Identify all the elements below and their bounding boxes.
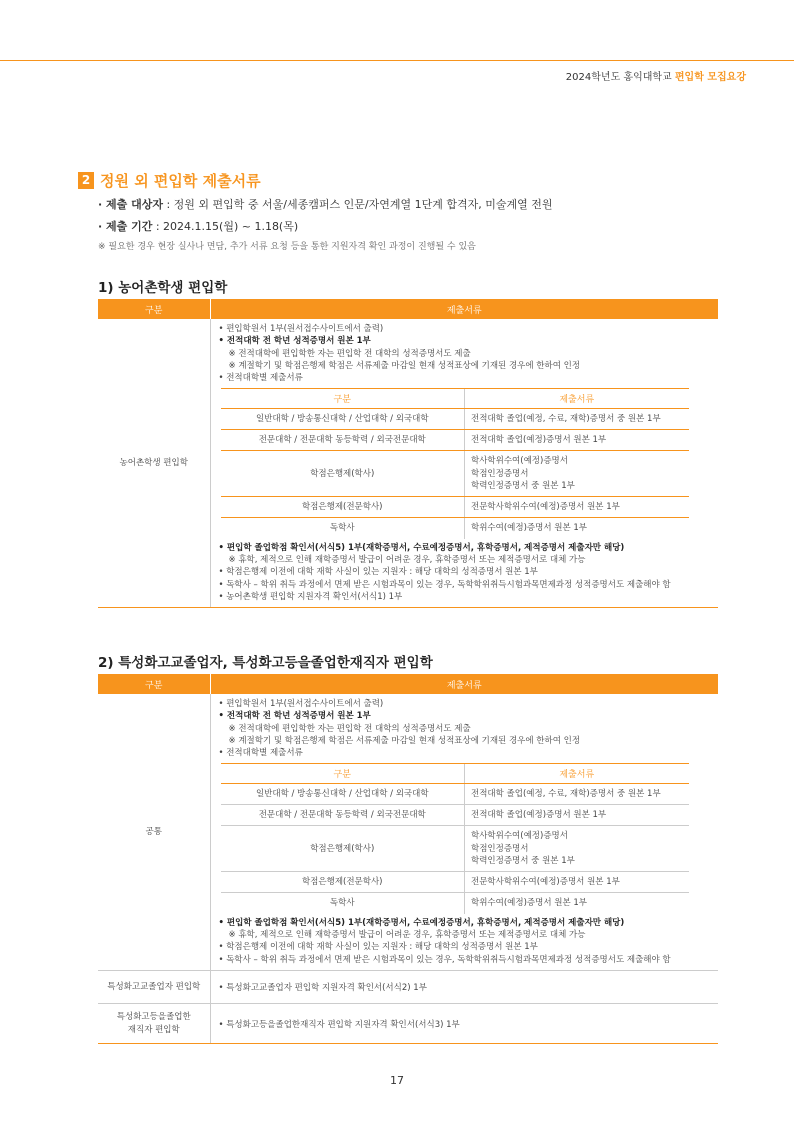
inner-docs [465,408,689,429]
inner-doc-line: 전적대학 졸업(예정)증명서 원본 1부 [471,434,607,445]
employed-doc-cell: • 특성화고등을졸업한재직자 편입학 지원자격 확인서(서식3) 1부 [210,1004,718,1044]
running-header-accent: 편입학 모집요강 [674,72,746,83]
inner-row [221,408,689,429]
inner-row [221,451,689,497]
inner-docs [465,804,689,825]
inner-doc-line: 학력인정증명서 중 원본 1부 [471,855,575,866]
documents-cell [210,319,718,608]
prior-school-docs-table [221,763,689,914]
header-documents: 제출서류 [210,674,718,694]
inner-docs [465,783,689,804]
inner-row [221,872,689,893]
inner-category: 독학사 [329,523,355,534]
target-line: · 제출 대상자 : 정원 외 편입학 중 서울/세종캠퍼스 인문/자연계열 1단계 합격자, 미술계열 전원 [98,198,553,211]
doc-line: ※ 휴학, 제적으로 인해 재학증명서 발급이 어려운 경우, 휴학증명서 또는 제적증명서로 대체 가능 [228,930,586,941]
inner-category: 학점은행제(전문학사) [221,497,465,518]
verification-note: ※ 필요한 경우 현장 실사나 면담, 추가 서류 요청 등을 통한 지원자격 확인 과정이 진행될 수 있음 [98,242,476,252]
category-cell-common: 공통 [98,694,210,971]
inner-category: 학점은행제(학사) [221,451,465,497]
inner-doc-line: 학사학위수여(예정)증명서 [471,456,568,467]
doc-line: • 전적대학별 제출서류 [218,373,303,384]
inner-category: 일반대학 / 방송통신대학 / 산업대학 / 외국대학 [221,783,465,804]
inner-doc-line: 학위수여(예정)증명서 원본 1부 [471,898,587,909]
doc-line: • 학점은행제 이전에 대학 재학 사실이 있는 지원자 : 해당 대학의 성적증명서 원본 1부 [218,567,538,578]
inner-doc-line: 전적대학 졸업(예정)증명서 원본 1부 [471,809,607,820]
doc-list-bottom [219,542,719,591]
section-title [78,170,261,191]
inner-row [221,518,689,539]
inner-row [221,783,689,804]
inner-row [221,429,689,450]
vocational-doc-cell: • 특성화고교졸업자 편입학 지원자격 확인서(서식2) 1부 [210,971,718,1004]
doc-line: • 편입학원서 1부(원서접수사이트에서 출력) [218,324,384,334]
doc-list-bottom [219,917,719,966]
section-number-badge: 2 [78,172,94,189]
doc-line: ※ 휴학, 제적으로 인해 재학증명서 발급이 어려운 경우, 휴학증명서 또는 제적증명서로 대체 가능 [228,555,586,566]
doc-line: • 전적대학 전 학년 성적증명서 원본 1부 [218,711,371,722]
inner-category: 전문대학 / 전문대학 동등학력 / 외국전문대학 [221,429,465,450]
inner-header-documents: 제출서류 [465,763,689,783]
farm-student-table [98,299,718,608]
inner-category: 학점은행제(전문학사) [221,872,465,893]
doc-line: • 독학사 – 학위 취득 과정에서 면제 받은 시험과목이 있는 경우, 독학학위취득시험과목면제과정 성적증명서도 제출해야 함 [218,954,671,965]
subsection-1-title: 1) 농어촌학생 편입학 [98,280,228,296]
category-cell-employed: 특성화고등을졸업한 재직자 편입학 [98,1004,210,1044]
inner-header-category: 구분 [221,763,465,783]
doc-line: • 전적대학 전 학년 성적증명서 원본 1부 [218,336,371,347]
inner-doc-line: 전적대학 졸업(예정, 수료, 재학)증명서 중 원본 1부 [471,788,661,799]
vocational-grad-table [98,674,718,1044]
inner-doc-line: 전적대학 졸업(예정, 수료, 재학)증명서 중 원본 1부 [471,413,661,424]
running-header: 2024학년도 홍익대학교 편입학 모집요강 [565,72,746,83]
doc-line: ※ 전적대학에 편입학한 자는 편입학 전 대학의 성적증명서도 제출 [228,723,471,734]
inner-doc-line: 학점인정증명서 [471,843,529,854]
inner-row [221,497,689,518]
prior-school-docs-table [221,388,689,539]
doc-line: • 편입학원서 1부(원서접수사이트에서 출력) [218,699,384,709]
header-rule [0,60,794,61]
inner-header-category: 구분 [221,388,465,408]
inner-docs [465,826,689,872]
category-cell: 농어촌학생 편입학 [98,319,210,608]
doc-line: • 편입학 졸업학점 확인서(서식5) 1부(재학증명서, 수료예정증명서, 휴학증명서, 제적증명서 제출자만 해당) [218,917,625,928]
inner-category: 일반대학 / 방송통신대학 / 산업대학 / 외국대학 [221,408,465,429]
inner-row [221,826,689,872]
category-cell-vocational: 특성화고교졸업자 편입학 [98,971,210,1004]
doc-list-extra: • 농어촌학생 편입학 지원자격 확인서(서식1) 1부 [218,592,403,602]
inner-doc-line: 전문학사학위수여(예정)증명서 원본 1부 [471,877,620,888]
doc-list-top [219,323,719,385]
page-number: 17 [390,1074,404,1087]
doc-line: • 학점은행제 이전에 대학 재학 사실이 있는 지원자 : 해당 대학의 성적증명서 원본 1부 [218,942,538,953]
inner-doc-line: 전문학사학위수여(예정)증명서 원본 1부 [471,502,620,513]
header-category: 구분 [98,674,210,694]
inner-docs [465,893,689,914]
section-title-text: 정원 외 편입학 제출서류 [100,172,261,190]
inner-category: 학점은행제(학사) [221,826,465,872]
doc-line: • 독학사 – 학위 취득 과정에서 면제 받은 시험과목이 있는 경우, 독학학위취득시험과목면제과정 성적증명서도 제출해야 함 [218,579,671,590]
doc-line: • 편입학 졸업학점 확인서(서식5) 1부(재학증명서, 수료예정증명서, 휴학증명서, 제적증명서 제출자만 해당) [218,542,625,553]
inner-row [221,804,689,825]
inner-row [221,893,689,914]
inner-docs [465,451,689,497]
inner-doc-line: 학사학위수여(예정)증명서 [471,831,568,842]
subsection-2-title: 2) 특성화고교졸업자, 특성화고등을졸업한재직자 편입학 [98,655,433,671]
inner-docs [465,429,689,450]
inner-header-documents: 제출서류 [465,388,689,408]
documents-cell [210,694,718,971]
doc-line: ※ 전적대학에 편입학한 자는 편입학 전 대학의 성적증명서도 제출 [228,348,471,359]
inner-category: 독학사 [329,898,355,909]
header-category: 구분 [98,299,210,319]
period-line: · 제출 기간 : 2024.1.15(월) ~ 1.18(목) [98,220,299,233]
inner-category: 전문대학 / 전문대학 동등학력 / 외국전문대학 [221,804,465,825]
header-documents: 제출서류 [210,299,718,319]
inner-docs [465,497,689,518]
inner-doc-line: 학위수여(예정)증명서 원본 1부 [471,523,587,534]
inner-docs [465,872,689,893]
doc-line: ※ 계절학기 및 학점은행제 학점은 서류제출 마감일 현재 성적표상에 기재된 경우에 한하여 인정 [228,735,581,746]
doc-line: • 전적대학별 제출서류 [218,748,303,759]
inner-doc-line: 학력인정증명서 중 원본 1부 [471,480,575,491]
inner-doc-line: 학점인정증명서 [471,468,529,479]
inner-docs [465,518,689,539]
doc-line: ※ 계절학기 및 학점은행제 학점은 서류제출 마감일 현재 성적표상에 기재된 경우에 한하여 인정 [228,360,581,371]
doc-list-top [219,698,719,760]
